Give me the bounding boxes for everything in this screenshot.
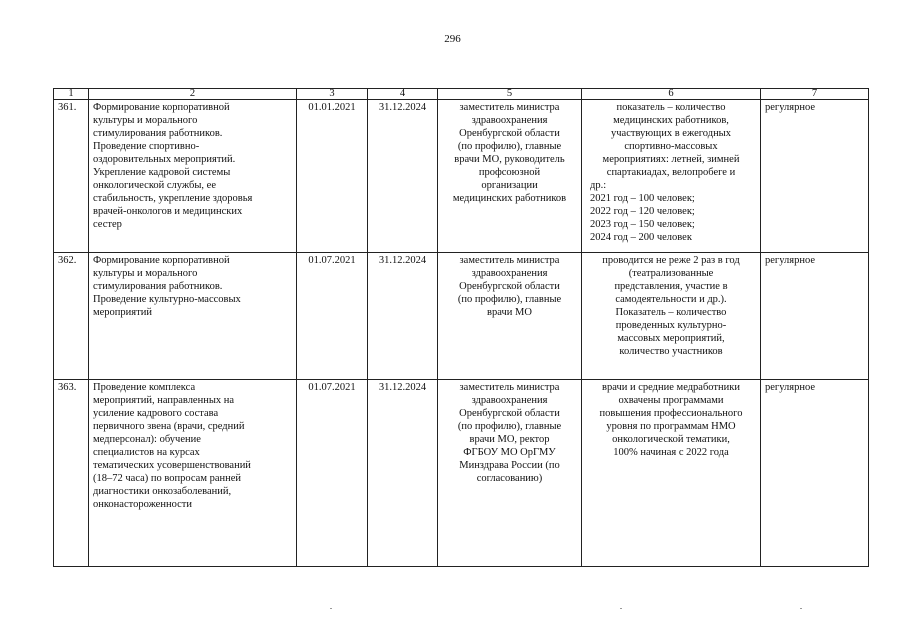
responsible-line: заместитель министра (459, 382, 560, 393)
activity-line: стабильность, укрепление здоровья (93, 193, 253, 204)
activity-line: сестер (93, 219, 122, 230)
activity-line: специалистов на курсах (93, 447, 200, 458)
start-date: 01.07.2021 (297, 253, 368, 380)
result-line: 2022 год – 120 человек; (590, 206, 695, 217)
column-header: 6 (582, 89, 761, 100)
column-header: 5 (438, 89, 582, 100)
responsible-cell (438, 100, 582, 253)
result-line: (театрализованные (628, 268, 714, 279)
scan-dot (620, 608, 622, 609)
table-row (54, 100, 869, 253)
result-line: спартакиадах, велопробеге и (606, 167, 736, 178)
result-cell (582, 253, 761, 380)
activity-line: усиление кадрового состава (93, 408, 219, 419)
responsible-line: здравоохранения (471, 395, 548, 406)
result-line: врачи и средние медработники (602, 382, 740, 393)
page-number: 296 (444, 33, 461, 45)
result-line: самодеятельности и др.). (615, 294, 727, 305)
responsible-line: заместитель министра (459, 102, 560, 113)
column-header: 2 (89, 89, 297, 100)
responsible-line: врачи МО (487, 307, 532, 318)
activity-line: Проведение комплекса (93, 382, 196, 393)
result-line: проведенных культурно- (615, 320, 727, 331)
activity-line: Укрепление кадровой системы (93, 167, 231, 178)
column-header: 1 (54, 89, 89, 100)
activity-line: Проведение спортивно- (93, 141, 200, 152)
activity-line: культуры и морального (93, 268, 198, 279)
responsible-line: медицинских работников (452, 193, 567, 204)
responsible-line: Оренбургской области (459, 408, 560, 419)
row-number: 362. (54, 253, 89, 380)
responsible-line: (по профилю), главные (457, 294, 562, 305)
activity-line: Формирование корпоративной (93, 255, 230, 266)
start-date: 01.01.2021 (297, 100, 368, 253)
result-line: 2021 год – 100 человек; (590, 193, 695, 204)
responsible-line: организации (481, 180, 538, 191)
periodicity-cell: регулярное (761, 253, 869, 380)
table-header-row (54, 89, 869, 100)
result-line: проводится не реже 2 раз в год (602, 255, 740, 266)
result-line: массовых мероприятий, (617, 333, 725, 344)
scan-dot (800, 608, 802, 609)
result-line: онкологической тематики, (612, 434, 730, 445)
activity-line: онконастороженности (93, 499, 192, 510)
table-row (54, 253, 869, 380)
activity-line: врачей-онкологов и медицинских (93, 206, 243, 217)
activity-cell (89, 253, 297, 380)
activity-line: мероприятий, направленных на (93, 395, 235, 406)
responsible-line: врачи МО, ректор (469, 434, 550, 445)
start-date: 01.07.2021 (297, 380, 368, 567)
responsible-line: (по профилю), главные (457, 421, 562, 432)
activity-line: медперсонал): обучение (93, 434, 201, 445)
activity-line: Проведение культурно-массовых (93, 294, 241, 305)
activity-line: тематических усовершенствований (93, 460, 251, 471)
activity-line: мероприятий (93, 307, 152, 318)
result-cell (582, 100, 761, 253)
result-line: количество участников (619, 346, 723, 357)
result-line: 2024 год – 200 человек (590, 232, 692, 243)
result-line: 100% начиная с 2022 года (613, 447, 729, 458)
table-row (54, 380, 869, 567)
responsible-line: (по профилю), главные (457, 141, 562, 152)
column-header: 3 (297, 89, 368, 100)
responsible-line: Минздрава России (по (459, 460, 560, 471)
scan-artifact-dots (0, 608, 905, 612)
responsible-cell (438, 380, 582, 567)
result-line: участвующих в ежегодных (611, 128, 731, 139)
periodicity-cell: регулярное (761, 380, 869, 567)
activity-line: стимулирования работников. (93, 128, 223, 139)
activity-cell (89, 380, 297, 567)
result-line: показатель – количество (616, 102, 726, 113)
activity-line: стимулирования работников. (93, 281, 223, 292)
responsible-cell (438, 253, 582, 380)
end-date: 31.12.2024 (368, 380, 438, 567)
activity-line: (18–72 часа) по вопросам ранней (93, 473, 242, 484)
periodicity-cell: регулярное (761, 100, 869, 253)
result-cell (582, 380, 761, 567)
responsible-line: здравоохранения (471, 268, 548, 279)
result-line: спортивно-массовых (624, 141, 718, 152)
responsible-line: согласованию) (476, 473, 543, 484)
responsible-line: Оренбургской области (459, 281, 560, 292)
activity-line: онкологической службы, ее (93, 180, 216, 191)
end-date: 31.12.2024 (368, 253, 438, 380)
row-number: 361. (54, 100, 89, 253)
responsible-line: Оренбургской области (459, 128, 560, 139)
activity-line: первичного звена (врачи, средний (93, 421, 245, 432)
result-line: 2023 год – 150 человек; (590, 219, 695, 230)
activity-line: Формирование корпоративной (93, 102, 230, 113)
activity-line: культуры и морального (93, 115, 198, 126)
result-line: повышения профессионального (599, 408, 743, 419)
responsible-line: заместитель министра (459, 255, 560, 266)
result-line: др.: (590, 180, 607, 191)
end-date: 31.12.2024 (368, 100, 438, 253)
row-number: 363. (54, 380, 89, 567)
result-line: уровня по программам НМО (606, 421, 736, 432)
result-line: мероприятиях: летней, зимней (602, 154, 740, 165)
column-header: 7 (761, 89, 869, 100)
activity-cell (89, 100, 297, 253)
responsible-line: здравоохранения (471, 115, 548, 126)
result-line: представления, участие в (614, 281, 728, 292)
column-header: 4 (368, 89, 438, 100)
activity-table (53, 88, 869, 567)
responsible-line: профсоюзной (478, 167, 541, 178)
activity-line: диагностики онкозаболеваний, (93, 486, 232, 497)
responsible-line: ФГБОУ МО ОрГМУ (463, 447, 556, 458)
activity-line: оздоровительных мероприятий. (93, 154, 236, 165)
result-line: охвачены программами (618, 395, 724, 406)
result-line: медицинских работников, (613, 115, 729, 126)
result-line: Показатель – количество (615, 307, 727, 318)
scan-dot (330, 608, 332, 609)
responsible-line: врачи МО, руководитель (454, 154, 565, 165)
